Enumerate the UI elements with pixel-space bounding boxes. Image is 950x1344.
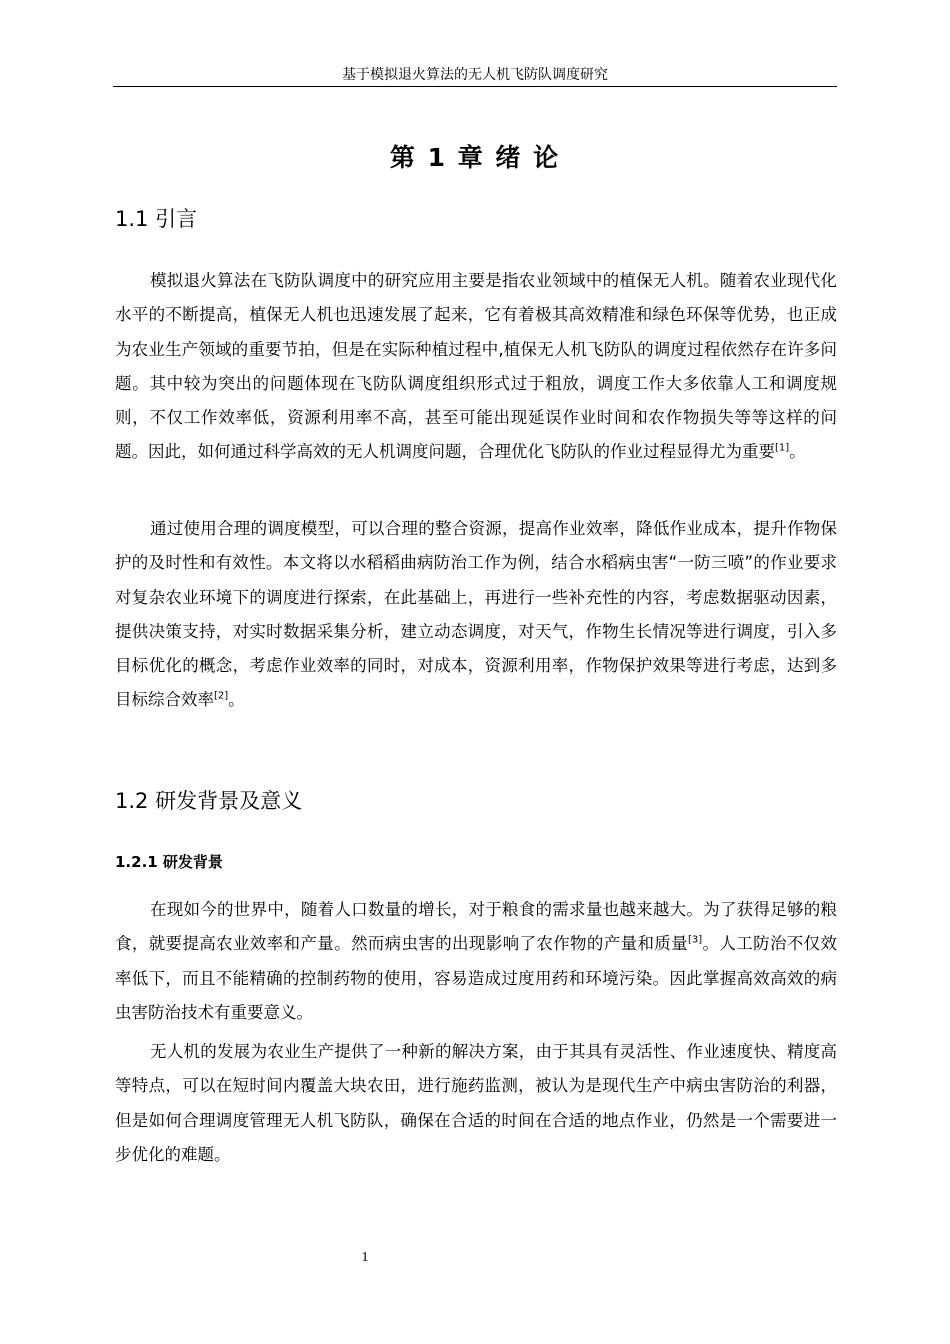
section-heading-background: 1.2 研发背景及意义 xyxy=(115,789,303,813)
intro-p2-end: 。 xyxy=(228,690,245,710)
intro-p2-text: 通过使用合理的调度模型，可以合理的整合资源，提高作业效率，降低作业成本，提升作物保护的及时性和有效性。本文将以水稻稻曲病防治工作为例，结合水稻病虫害“一防三喷”的作业要求对复杂农业环境下的调度进行探索，在此基础上，再进行一些补充性的内容，考虑数据驱动因素，提供决策支持，对实时数据采集分析，建立动态调度，对天气，作物生长情况等进行调度，引入多目标优化的概念，考虑作业效率的同时，对成本，资源利用率，作物保护效果等进行考虑，达到多目标综合效率 xyxy=(115,519,837,710)
intro-p1-end: 。 xyxy=(789,442,806,462)
background-p1-text-a: 在现如今的世界中，随着人口数量的增长，对于粮食的需求量也越来越大。为了获得足够的粮食，就要提高农业效率和产量。然而病虫害的出现影响了农作物的产量和质量 xyxy=(115,900,837,954)
citation-2[interactable]: [2] xyxy=(214,690,229,702)
intro-paragraph-2 xyxy=(115,512,837,718)
running-header: 基于模拟退火算法的无人机飞防队调度研究 xyxy=(342,68,608,83)
header-rule xyxy=(113,86,837,87)
background-paragraph-1 xyxy=(115,893,837,1030)
intro-paragraph-1 xyxy=(115,264,837,470)
background-p1-text-b: 。人工防治不仅效率低下，而且不能精确的控制药物的使用，容易造成过度用药和环境污染。因此掌握高效高效的病虫害防治技术有重要意义。 xyxy=(115,934,838,1022)
background-paragraph-2 xyxy=(115,1035,837,1172)
citation-1[interactable]: [1] xyxy=(775,442,790,454)
intro-p1-text: 模拟退火算法在飞防队调度中的研究应用主要是指农业领域中的植保无人机。随着农业现代化水平的不断提高，植保无人机也迅速发展了起来，它有着极其高效精准和绿色环保等优势，也正成为农业生产领域的重要节拍，但是在实际种植过程中,植保无人机飞防队的调度过程依然存在许多问题。其中较为突出的问题体现在飞防队调度组织形式过于粗放，调度工作大多依靠人工和调度规则，不仅工作效率低，资源利用率不高，甚至可能出现延误作业时间和农作物损失等等这样的问题。因此，如何通过科学高效的无人机调度问题，合理优化飞防队的作业过程显得尤为重要 xyxy=(115,271,837,462)
chapter-title: 第 1 章 绪 论 xyxy=(389,143,561,172)
background-p2-text: 无人机的发展为农业生产提供了一种新的解决方案，由于其具有灵活性、作业速度快、精度高等特点，可以在短时间内覆盖大块农田，进行施药监测，被认为是现代生产中病虫害防治的利器，但是如何合理调度管理无人机飞防队，确保在合适的时间在合适的地点作业，仍然是一个需要进一步优化的难题。 xyxy=(115,1042,837,1164)
page-number: 1 xyxy=(361,1250,369,1265)
subsection-heading-background: 1.2.1 研发背景 xyxy=(115,853,223,871)
citation-3[interactable]: [3] xyxy=(688,934,703,946)
section-heading-intro: 1.1 引言 xyxy=(115,207,198,231)
